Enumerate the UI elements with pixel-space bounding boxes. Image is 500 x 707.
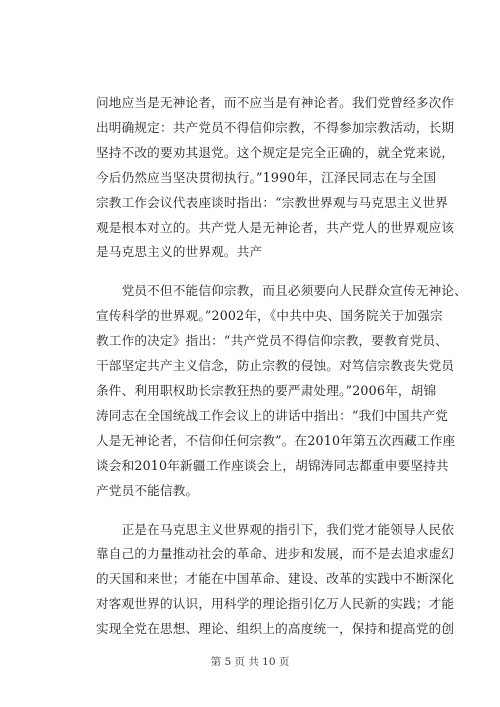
text-line: 今后仍然应当坚决贯彻执行。”1990年，江泽民同志在与全国: [96, 169, 437, 185]
text-line: 观是根本对立的。共产党人是无神论者，共产党人的世界观应该: [96, 219, 455, 235]
text-line: 出明确规定：共产党员不得信仰宗教，不得参加宗教活动，长期: [96, 119, 455, 135]
page-number-label: 第 5 页 共 10 页: [210, 656, 290, 668]
paragraph-3: [96, 518, 455, 643]
text-line: 问地应当是无神论者，而不应当是有神论者。我们党曾经多次作: [96, 95, 455, 110]
paragraph-1: [96, 91, 455, 265]
text-line: 实现全党在思想、理论、组织上的高度统一，保持和提高党的创: [96, 621, 455, 637]
text-line: 党员不但不能信仰宗教，而且必须要向人民群众宣传无神论、: [96, 283, 468, 299]
paragraph-2: [96, 279, 468, 503]
text-line: 靠自己的力量推动社会的革命、进步和发展，而不是去追求虚幻: [96, 546, 455, 562]
page-footer: [0, 654, 500, 669]
text-line: 宣传科学的世界观。”2002年，《中共中央、国务院关于加强宗: [96, 308, 443, 324]
text-line: 是马克思主义的世界观。共产: [96, 244, 263, 260]
text-line: 谈会和2010年新疆工作座谈会上，胡锦涛同志都重申要坚持共: [96, 457, 449, 473]
text-line: 人是无神论者，不信仰任何宗教”。在2010年第五次西藏工作座: [96, 432, 456, 448]
text-line: 条件、利用职权助长宗教狂热的要严肃处理。”2006年，胡锦: [96, 382, 437, 398]
text-line: 涛同志在全国统战工作会议上的讲话中指出：“我们中国共产党: [96, 407, 449, 423]
text-line: 的天国和来世；才能在中国革命、建设、改革的实践中不断深化: [96, 571, 455, 587]
text-line: 正是在马克思主义世界观的指引下，我们党才能领导人民依: [96, 521, 455, 537]
text-line: 干部坚定共产主义信念，防止宗教的侵蚀。对笃信宗教丧失党员: [96, 358, 455, 374]
text-line: 宗教工作会议代表座谈时指出：“宗教世界观与马克思主义世界: [96, 194, 449, 210]
text-line: 坚持不改的要劝其退党。这个规定是完全正确的，就全党来说，: [96, 144, 455, 160]
text-line: 对客观世界的认识，用科学的理论指引亿万人民新的实践；才能: [96, 596, 455, 612]
body-text: [96, 91, 468, 656]
text-line: 教工作的决定》指出：“共产党员不得信仰宗教，要教育党员、: [96, 333, 449, 349]
text-line: 产党员不能信教。: [96, 482, 199, 498]
